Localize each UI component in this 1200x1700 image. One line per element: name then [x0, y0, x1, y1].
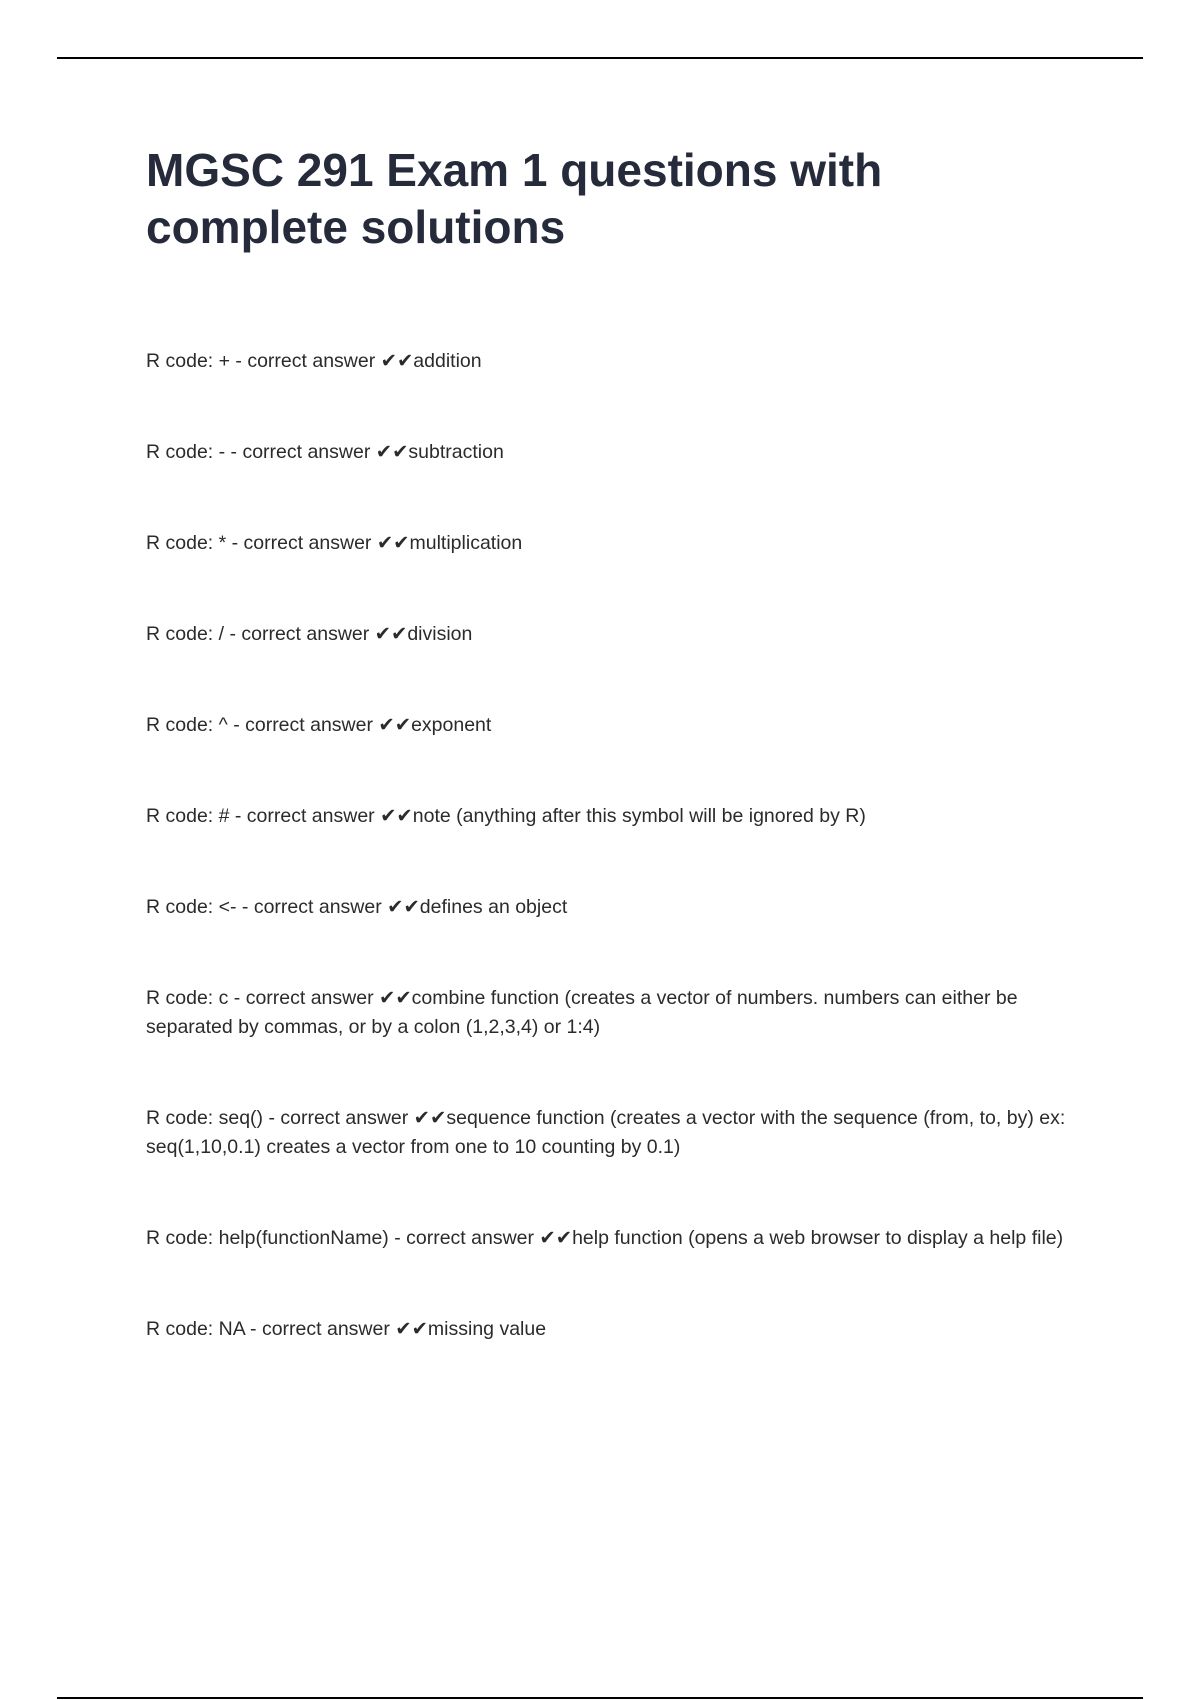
qa-item-division: R code: / - correct answer ✔✔division: [146, 623, 473, 645]
qa-item-help: R code: help(functionName) - correct answer ✔✔help function (opens a web browser to display a help file): [146, 1227, 1064, 1249]
qa-item-note: R code: # - correct answer ✔✔note (anything after this symbol will be ignored by R): [146, 805, 866, 827]
qa-item-exponent: R code: ^ - correct answer ✔✔exponent: [146, 714, 492, 736]
bottom-rule: [57, 1697, 1143, 1699]
qa-item-sequence: R code: seq() - correct answer ✔✔sequence function (creates a vector with the sequence (from, to, by) ex: seq(1,10,0.1) creates a vector from one to 10 counting by 0.1): [146, 1107, 1066, 1158]
qa-item-assign: R code: <- - correct answer ✔✔defines an object: [146, 896, 568, 918]
qa-item-addition: R code: + - correct answer ✔✔addition: [146, 350, 482, 372]
document-title: MGSC 291 Exam 1 questions with complete solutions: [146, 144, 883, 253]
qa-item-missing: R code: NA - correct answer ✔✔missing value: [146, 1318, 547, 1340]
top-rule: [57, 57, 1143, 59]
qa-item-combine: R code: c - correct answer ✔✔combine function (creates a vector of numbers. numbers can either be separated by commas, or by a colon (1,2,3,4) or 1:4): [146, 987, 1018, 1038]
qa-list: [146, 347, 1081, 1406]
page-content: [146, 142, 1081, 1340]
qa-item-subtraction: R code: - - correct answer ✔✔subtraction: [146, 441, 504, 463]
qa-item-multiplication: R code: * - correct answer ✔✔multiplication: [146, 532, 523, 554]
